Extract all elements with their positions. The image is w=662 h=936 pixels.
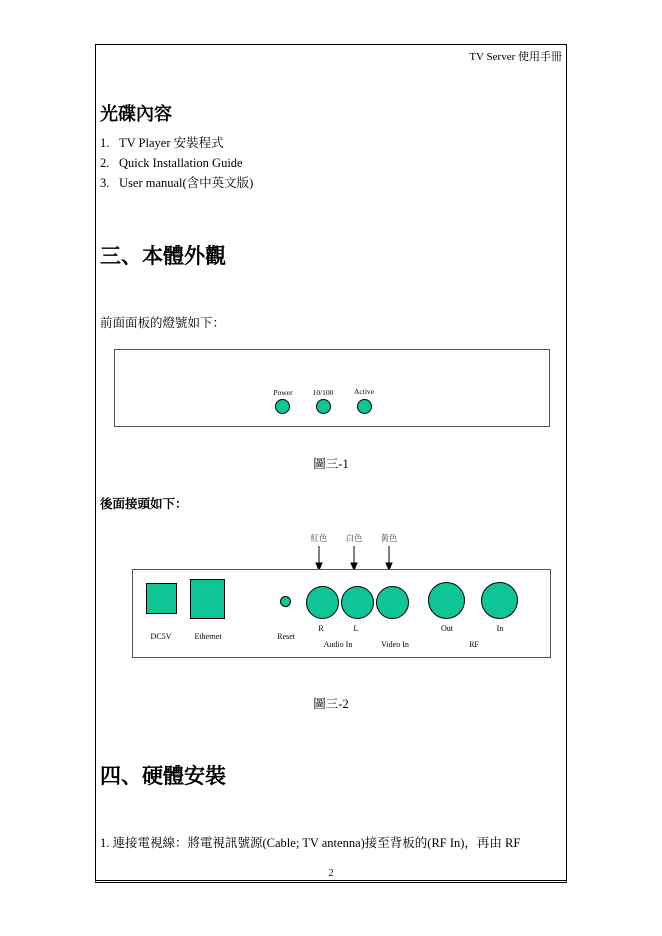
rf-out-port [428,582,465,619]
back-panel-intro: 後面接頭如下： [100,496,188,511]
running-header: TV Server 使用手冊 [469,51,562,63]
section-heading-appearance: 三、本體外觀 [100,244,226,268]
port-label-r: R [318,624,324,633]
rf-in-port [481,582,518,619]
port-label-video-in: Video In [381,640,409,649]
led-label-power: Power [273,388,293,397]
front-panel-intro: 前面面板的燈號如下： [100,315,226,330]
audio-l-port [341,586,374,619]
port-label-in: In [496,624,504,633]
list-item: 3. User manual(含中英文版) [100,176,254,190]
port-label-audio-in: Audio In [323,640,353,649]
color-label-yellow: 黃色 [380,534,398,544]
hardware-step-1: 1. 連接電視線：將電視訊號源(Cable; TV antenna)接至背板的(RF In)，再由 RF [100,836,521,850]
color-label-white: 白色 [345,534,363,544]
color-label-red: 紅色 [310,534,328,544]
port-label-out: Out [441,624,453,633]
video-in-port [376,586,409,619]
port-label-dc: DC5V [150,632,172,641]
figure-caption-back: 圖三-2 [313,697,349,711]
list-item: 2. Quick Installation Guide [100,156,243,170]
port-label-rf: RF [469,640,479,649]
port-label-reset: Reset [277,632,295,641]
led-label-active: Active [354,387,374,396]
section-heading-hardware: 四、硬體安裝 [100,764,226,788]
ethernet-port [190,579,225,619]
port-label-ethernet: Ethernet [194,632,222,641]
reset-button [280,596,291,607]
section-heading-cd-contents: 光碟內容 [100,104,172,125]
port-label-l: L [353,624,359,633]
page-number: 2 [328,868,334,879]
led-label-speed: 10/100 [312,388,334,397]
figure-caption-front: 圖三-1 [313,457,349,471]
back-panel-diagram [132,569,551,658]
audio-r-port [306,586,339,619]
list-item: 1. TV Player 安裝程式 [100,136,224,150]
dc-power-port [146,583,177,614]
